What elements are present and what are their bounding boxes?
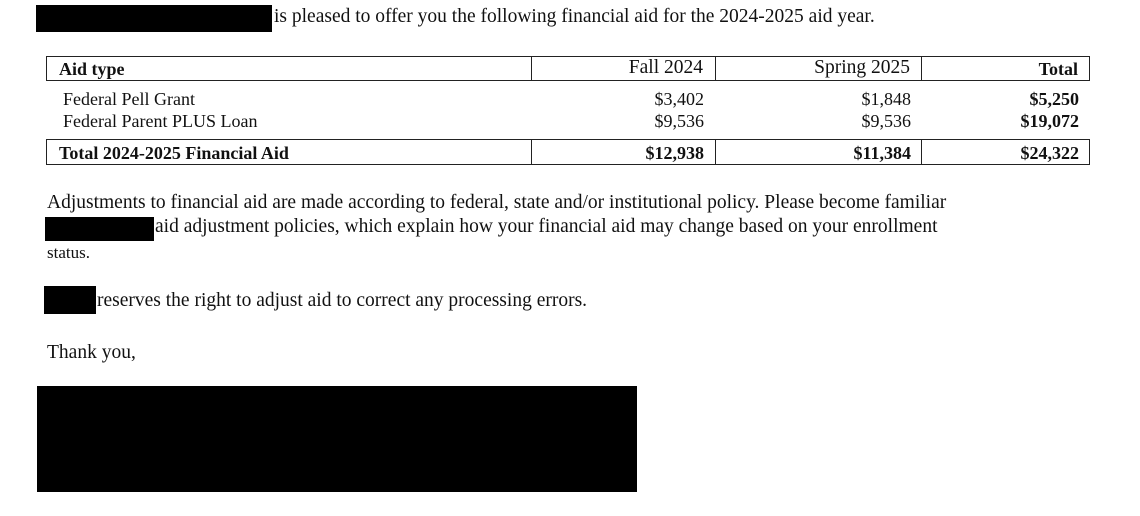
row-aid-name: Federal Pell Grant [63, 89, 195, 109]
reserves-text: reserves the right to adjust aid to correct any processing errors. [97, 290, 588, 311]
table-divider [921, 56, 922, 81]
header-aid-type: Aid type [59, 59, 125, 79]
table-divider [531, 139, 532, 165]
row-fall-value: $9,536 [654, 111, 704, 131]
table-divider [715, 56, 716, 81]
row-total-value: $5,250 [1029, 89, 1079, 109]
header-spring: Spring 2025 [814, 57, 910, 78]
header-total: Total [1038, 59, 1078, 79]
row-total-value: $19,072 [1020, 111, 1079, 131]
redacted-signature-block [37, 386, 637, 492]
table-divider [715, 139, 716, 165]
redacted-institution-name [44, 286, 96, 314]
redacted-institution-name [45, 217, 154, 241]
row-spring-value: $9,536 [861, 111, 911, 131]
row-aid-name: Federal Parent PLUS Loan [63, 111, 258, 131]
header-fall: Fall 2024 [628, 57, 703, 78]
total-row-total: $24,322 [1020, 143, 1079, 163]
table-divider [531, 56, 532, 81]
adjustments-line-2: aid adjustment policies, which explain how your financial aid may change based on your enrollment [155, 216, 938, 237]
total-row-spring: $11,384 [853, 143, 911, 163]
table-divider [921, 139, 922, 165]
adjustments-line-3: status. [47, 243, 90, 262]
adjustments-line-1: Adjustments to financial aid are made according to federal, state and/or institutional policy. Please become familiar [47, 192, 947, 213]
intro-text: is pleased to offer you the following financial aid for the 2024-2025 aid year. [274, 6, 875, 27]
row-fall-value: $3,402 [654, 89, 704, 109]
row-spring-value: $1,848 [861, 89, 911, 109]
redacted-institution-name [36, 5, 272, 32]
closing-text: Thank you, [47, 342, 136, 363]
total-row-label: Total 2024-2025 Financial Aid [59, 143, 289, 163]
total-row-fall: $12,938 [645, 143, 704, 163]
